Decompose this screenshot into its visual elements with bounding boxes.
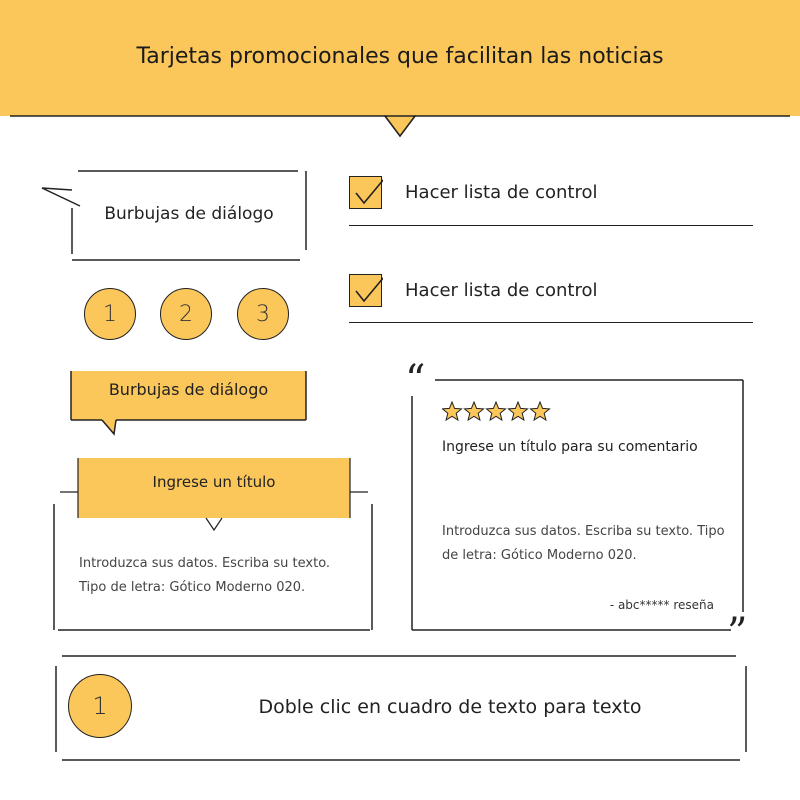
number-circle-3: 3 <box>237 288 289 340</box>
title-card-heading: Ingrese un título <box>152 473 276 491</box>
bottom-card-text[interactable]: Doble clic en cuadro de texto para texto <box>258 696 642 718</box>
review-title: Ingrese un título para su comentario <box>442 439 698 455</box>
checkmark-icon <box>350 275 383 308</box>
checklist-item-label-2: Hacer lista de control <box>405 280 598 301</box>
open-quote-mark: “ <box>405 357 426 403</box>
page-title: Tarjetas promocionales que facilitan las noticias <box>136 44 664 69</box>
bottom-number-circle: 1 <box>68 674 132 738</box>
star-icon <box>509 402 528 420</box>
star-rating <box>442 401 558 423</box>
review-author: - abc***** reseña <box>609 598 714 612</box>
number-circle-2: 2 <box>160 288 212 340</box>
star-icon <box>531 402 550 420</box>
checklist-underline-1 <box>349 225 753 226</box>
checkbox-2[interactable] <box>349 274 382 307</box>
title-card-body: Introduzca sus datos. Escriba su texto. Tipo de letra: Gótico Moderno 020. <box>79 556 331 595</box>
checkbox-1[interactable] <box>349 176 382 209</box>
review-body: Introduzca sus datos. Escriba su texto. Tipo de letra: Gótico Moderno 020. <box>442 524 725 563</box>
number-circle-1: 1 <box>84 288 136 340</box>
star-icon <box>443 402 462 420</box>
speech-bubble-label: Burbujas de diálogo <box>104 204 274 224</box>
speech-bubble-yellow-label: Burbujas de diálogo <box>108 380 269 399</box>
close-quote-mark: ” <box>727 610 748 656</box>
speech-bubble-yellow <box>68 368 312 440</box>
checklist-underline-2 <box>349 322 753 323</box>
checkmark-icon <box>350 177 383 210</box>
header-divider <box>0 100 800 140</box>
star-icon <box>465 402 484 420</box>
checklist-item-label-1: Hacer lista de control <box>405 182 598 203</box>
star-icon <box>487 402 506 420</box>
